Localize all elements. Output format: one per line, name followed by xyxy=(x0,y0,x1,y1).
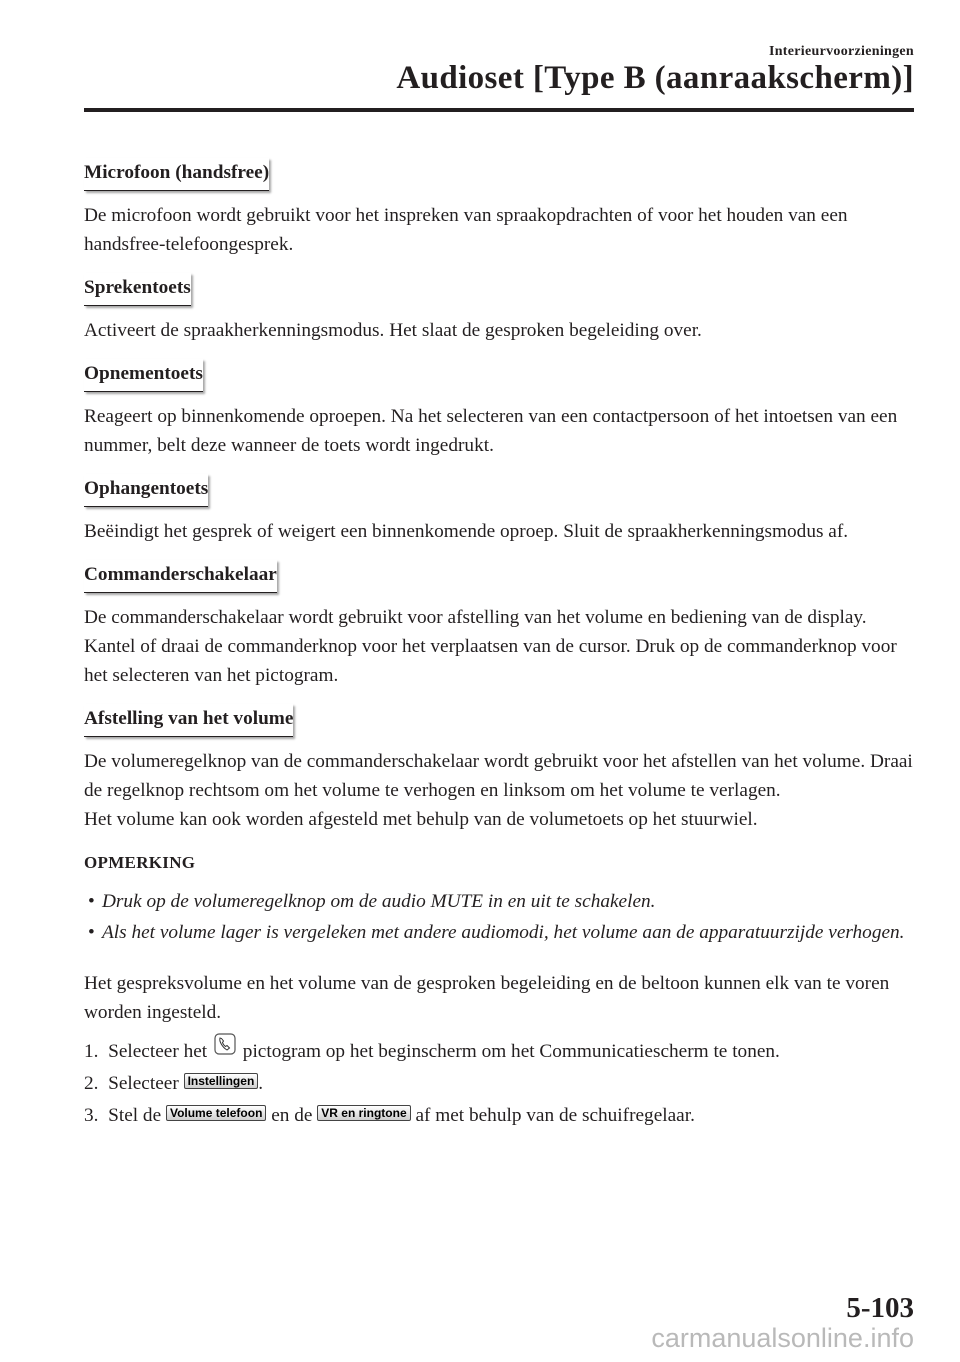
step-item xyxy=(84,1101,918,1130)
section-label: Interieurvoorzieningen xyxy=(768,44,914,59)
section-text: Activeert de spraakherkenningsmodus. Het slaat de gesproken begeleiding over. xyxy=(84,320,702,341)
step-text: Selecteer xyxy=(108,1073,179,1094)
step-text: Selecteer het xyxy=(108,1041,208,1062)
phone-icon xyxy=(214,1033,236,1055)
section-opnementoets xyxy=(84,359,918,460)
section-microfoon xyxy=(84,158,918,259)
step-number: 3. xyxy=(84,1105,99,1126)
step-text: af met behulp van de schuifregelaar. xyxy=(415,1105,695,1126)
note-item xyxy=(84,887,918,916)
section-commanderschakelaar xyxy=(84,560,918,690)
note-block xyxy=(84,848,918,947)
step-text: pictogram op het beginscherm om het Communicatiescherm te tonen. xyxy=(242,1041,780,1062)
section-heading: Ophangentoets xyxy=(84,474,208,507)
header-divider xyxy=(84,108,914,112)
step-item xyxy=(84,1069,918,1098)
step-text: Stel de xyxy=(108,1105,162,1126)
section-heading: Afstelling van het volume xyxy=(84,704,293,737)
step-number: 1. xyxy=(84,1041,99,1062)
section-text: De microfoon wordt gebruikt voor het inspreken van spraakopdrachten of voor het houden van een handsfree-telefoongesprek. xyxy=(84,205,848,255)
step-number: 2. xyxy=(84,1073,99,1094)
section-heading: Opnementoets xyxy=(84,359,203,392)
page-title: Audioset [Type B (aanraakscherm)] xyxy=(396,60,914,96)
step-item xyxy=(84,1033,918,1066)
note-item xyxy=(84,918,918,947)
page-number: 5-103 xyxy=(846,1292,914,1324)
section-text: De commanderschakelaar wordt gebruikt voor afstelling van het volume en bediening van de display. Kantel of draai de commanderknop voor het verplaatsen van de cursor. Druk op de commanderknop voor het selecteren van het pictogram. xyxy=(84,607,897,686)
section-text: Beëindigt het gesprek of weigert een binnenkomende oproep. Sluit de spraakherkenningsmodus af. xyxy=(84,521,849,542)
section-ophangentoets xyxy=(84,474,918,546)
steps-list xyxy=(84,1033,918,1130)
section-heading: Sprekentoets xyxy=(84,273,191,306)
note-item-text: Als het volume lager is vergeleken met andere audiomodi, het volume aan de apparatuurzijde verhogen. xyxy=(102,922,905,943)
call-volume-intro: Het gespreksvolume en het volume van de gesproken begeleiding en de beltoon kunnen elk van te voren worden ingesteld. xyxy=(84,973,890,1023)
bullet-icon: • xyxy=(88,922,95,943)
section-volume xyxy=(84,704,918,834)
step-text: en de xyxy=(271,1105,313,1126)
section-heading: Commanderschakelaar xyxy=(84,560,277,593)
bullet-icon: • xyxy=(88,891,95,912)
volume-telefoon-button: Volume telefoon xyxy=(166,1105,266,1121)
section-text: Reageert op binnenkomende oproepen. Na het selecteren van een contactpersoon of het intoetsen van een nummer, belt deze wanneer de toets wordt ingedrukt. xyxy=(84,406,898,456)
call-volume-block xyxy=(84,969,918,1130)
vr-ringtone-button: VR en ringtone xyxy=(317,1105,410,1121)
watermark: carmanualsonline.info xyxy=(651,1323,914,1353)
note-title: OPMERKING xyxy=(84,853,196,872)
note-list xyxy=(84,887,918,947)
section-heading: Microfoon (handsfree) xyxy=(84,158,269,191)
step-text: . xyxy=(258,1073,264,1094)
note-item-text: Druk op de volumeregelknop om de audio MUTE in en uit te schakelen. xyxy=(102,891,656,912)
instellingen-button: Instellingen xyxy=(184,1073,259,1089)
page-body xyxy=(84,158,918,1133)
section-text-extra: Het volume kan ook worden afgesteld met behulp van de volumetoets op het stuurwiel. xyxy=(84,809,758,830)
section-sprekentoets xyxy=(84,273,918,345)
section-text: De volumeregelknop van de commanderschakelaar wordt gebruikt voor het afstellen van het volume. Draai de regelknop rechtsom om het volume te verhogen en linksom om het volume te verlagen. xyxy=(84,751,913,801)
